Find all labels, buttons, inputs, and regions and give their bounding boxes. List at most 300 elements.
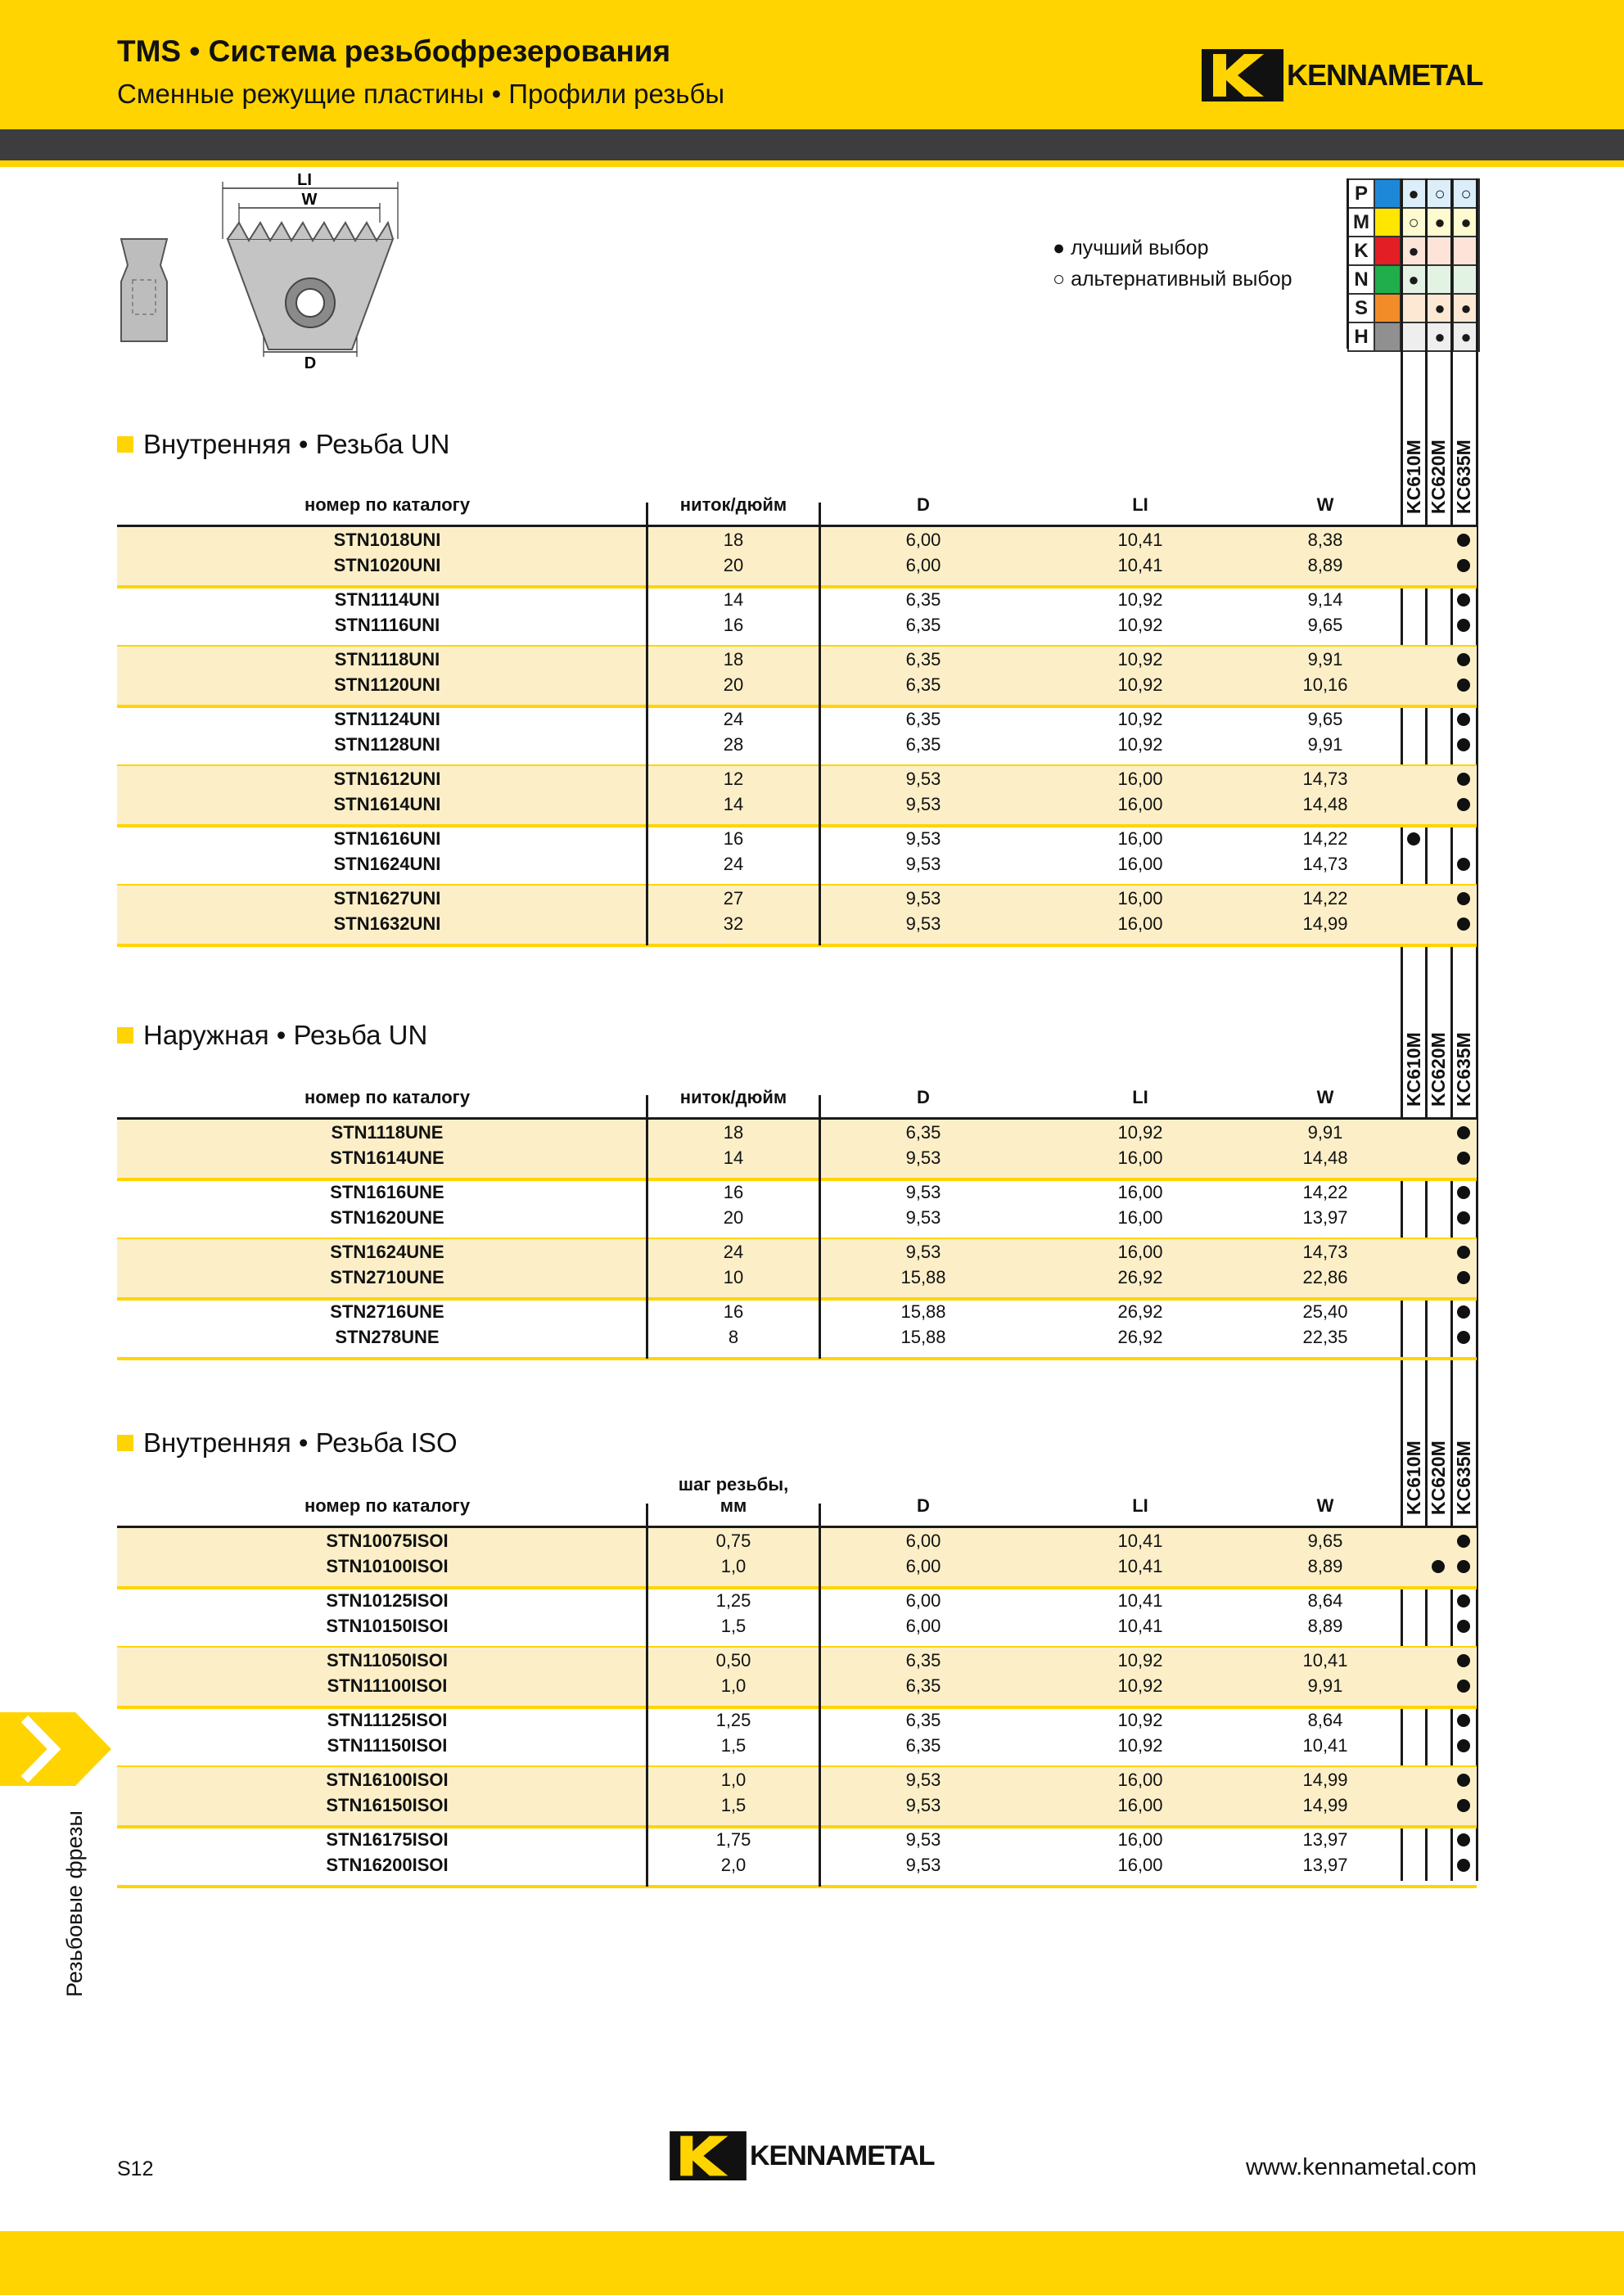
column-header: номер по каталогу — [304, 1495, 471, 1516]
column-header: W — [1316, 494, 1334, 515]
row-group-separator — [117, 1706, 1477, 1709]
table-cell: 20 — [723, 674, 744, 695]
grade-recommended-dot-icon — [1457, 619, 1470, 632]
table-cell: 1,25 — [715, 1590, 751, 1611]
grade-recommended-dot-icon — [1457, 1126, 1470, 1139]
table-cell: 0,75 — [715, 1531, 751, 1551]
catalog-number: STN1616UNE — [330, 1182, 444, 1202]
column-header: ниток/дюйм — [679, 494, 787, 515]
grade-recommended-dot-icon — [1457, 1560, 1470, 1573]
footer-yellow-band — [0, 2231, 1624, 2295]
grade-label: KC620M — [1428, 440, 1449, 514]
table-cell: 28 — [723, 734, 744, 755]
table-cell: 10,92 — [1117, 649, 1163, 670]
grade-recommended-dot-icon — [1457, 713, 1470, 726]
table-cell: 9,53 — [905, 1182, 941, 1202]
table-cell: 10,92 — [1117, 734, 1163, 755]
table-cell: 16,00 — [1117, 913, 1163, 934]
table-cell: 15,88 — [900, 1267, 946, 1287]
grade-recommended-dot-icon — [1457, 1186, 1470, 1199]
catalog-number: STN1116UNI — [334, 615, 440, 635]
table-cell: 10,41 — [1302, 1735, 1348, 1756]
section-title — [117, 1427, 458, 1459]
grade-recommended-dot-icon — [1457, 1714, 1470, 1727]
table-cell: 9,53 — [905, 1770, 941, 1790]
grade-recommended-dot-icon — [1457, 1654, 1470, 1667]
catalog-number: STN1120UNI — [334, 674, 440, 695]
table-cell: 9,53 — [905, 854, 941, 874]
table-cell: 20 — [723, 1207, 744, 1228]
material-color-swatch — [1374, 294, 1401, 322]
table-cell: 14 — [723, 794, 744, 814]
catalog-number: STN1614UNE — [330, 1148, 444, 1168]
table-cell: 15,88 — [900, 1301, 946, 1322]
section-title — [117, 1020, 427, 1051]
table-cell: 16 — [723, 1301, 744, 1322]
catalog-number: STN1632UNI — [333, 913, 441, 934]
column-separator — [646, 1504, 648, 1887]
table-cell: 14,22 — [1302, 888, 1348, 909]
dim-w-label: W — [301, 191, 318, 209]
table-cell: 15,88 — [900, 1327, 946, 1347]
grade-recommended-dot-icon — [1457, 1271, 1470, 1284]
table-cell: 9,53 — [905, 1207, 941, 1228]
page-subtitle: Сменные режущие пластины • Профили резьбы — [117, 79, 725, 109]
row-group-separator — [117, 1178, 1477, 1181]
table-cell: 12 — [723, 769, 744, 789]
table-cell: 14,73 — [1302, 769, 1348, 789]
table-cell: 9,53 — [905, 1148, 941, 1168]
grade-recommended-dot-icon — [1457, 738, 1470, 751]
catalog-number: STN1114UNI — [334, 589, 440, 610]
kennametal-logo — [1202, 49, 1482, 101]
side-label: Резьбовые фрезы — [62, 1810, 87, 1997]
grade-recommended-dot-icon — [1457, 1535, 1470, 1548]
table-cell: 16,00 — [1117, 1770, 1163, 1790]
row-group-separator — [117, 1297, 1477, 1301]
catalog-number: STN1018UNI — [333, 530, 441, 550]
catalog-number: STN11100ISOI — [327, 1675, 448, 1696]
material-row — [1348, 294, 1479, 322]
catalog-number: STN1118UNE — [331, 1122, 444, 1143]
table-cell: 1,0 — [720, 1556, 747, 1576]
legend-alt: ○ альтернативный выбор — [1053, 268, 1292, 291]
table-cell: 13,97 — [1302, 1855, 1348, 1875]
table-cell: 13,97 — [1302, 1829, 1348, 1850]
catalog-number: STN10100ISOI — [326, 1556, 449, 1576]
column-header: LI — [1132, 1495, 1148, 1516]
table-cell: 10,41 — [1117, 1556, 1163, 1576]
catalog-number: STN1616UNI — [333, 828, 441, 849]
table-cell: 6,35 — [905, 734, 941, 755]
table-cell: 26,92 — [1117, 1327, 1163, 1347]
table-cell: 10,92 — [1117, 1710, 1163, 1730]
grade-recommended-dot-icon — [1457, 1211, 1470, 1224]
table-cell: 6,00 — [905, 555, 941, 575]
grade-column-line — [1401, 178, 1403, 1881]
grade-recommended-dot-icon — [1457, 1331, 1470, 1344]
catalog-number: STN278UNE — [335, 1327, 440, 1347]
yellow-square-icon — [117, 1435, 133, 1451]
table-cell: 9,53 — [905, 769, 941, 789]
catalog-number: STN1118UNI — [334, 649, 440, 670]
catalog-number: STN11125ISOI — [327, 1710, 448, 1730]
grade-suitability-mark: ○ — [1401, 208, 1427, 237]
catalog-number: STN11050ISOI — [327, 1650, 448, 1671]
table-cell: 16,00 — [1117, 794, 1163, 814]
grade-suitability-mark: ● — [1453, 208, 1479, 237]
table-cell: 6,00 — [905, 530, 941, 550]
table-cell: 32 — [723, 913, 744, 934]
table-cell: 6,00 — [905, 1531, 941, 1551]
table-cell: 6,35 — [905, 615, 941, 635]
table-cell: 16,00 — [1117, 1855, 1163, 1875]
table-cell: 10,92 — [1117, 709, 1163, 729]
table-cell: 6,35 — [905, 1735, 941, 1756]
grade-label: KC610M — [1403, 440, 1424, 514]
grade-suitability-mark: ● — [1427, 322, 1453, 351]
table-cell: 16 — [723, 1182, 744, 1202]
column-header: LI — [1132, 494, 1148, 515]
table-cell: 16,00 — [1117, 828, 1163, 849]
table-cell: 10,92 — [1117, 1675, 1163, 1696]
material-grade-grid — [1347, 178, 1480, 352]
table-cell: 1,0 — [720, 1770, 747, 1790]
footer-logo-word: KENNAMETAL — [750, 2139, 935, 2171]
grade-recommended-dot-icon — [1457, 1246, 1470, 1259]
table-cell: 10,92 — [1117, 589, 1163, 610]
table-cell: 14,48 — [1302, 794, 1348, 814]
grade-recommended-dot-icon — [1457, 559, 1470, 572]
table-cell: 6,35 — [905, 1650, 941, 1671]
table-cell: 10,41 — [1117, 1590, 1163, 1611]
material-color-swatch — [1374, 179, 1401, 208]
table-cell: 18 — [723, 1122, 744, 1143]
catalog-number: STN11150ISOI — [327, 1735, 448, 1756]
grade-recommended-dot-icon — [1457, 798, 1470, 811]
column-header: LI — [1132, 1087, 1148, 1107]
header-yellow-strip — [0, 160, 1624, 167]
page-number: S12 — [117, 2157, 154, 2180]
table-cell: 6,35 — [905, 649, 941, 670]
grade-recommended-dot-icon — [1457, 1305, 1470, 1319]
table-cell: 1,5 — [720, 1616, 747, 1636]
legend-best: ● лучший выбор — [1053, 237, 1209, 259]
material-row — [1348, 265, 1479, 294]
table-cell: 8,89 — [1307, 1556, 1343, 1576]
table-cell: 10,41 — [1117, 530, 1163, 550]
grade-suitability-mark: ● — [1427, 294, 1453, 322]
material-row — [1348, 208, 1479, 237]
column-header: D — [917, 1495, 930, 1516]
table-cell: 9,91 — [1307, 649, 1343, 670]
grade-suitability-mark — [1427, 265, 1453, 294]
table-cell: 16 — [723, 615, 744, 635]
grade-recommended-dot-icon — [1457, 858, 1470, 871]
table-cell: 6,00 — [905, 1590, 941, 1611]
table-cell: 10,92 — [1117, 1735, 1163, 1756]
grade-recommended-dot-icon — [1457, 1680, 1470, 1693]
catalog-number: STN1620UNE — [330, 1207, 444, 1228]
table-cell: 26,92 — [1117, 1267, 1163, 1287]
table-cell: 8,64 — [1307, 1710, 1343, 1730]
material-row — [1348, 322, 1479, 351]
table-cell: 26,92 — [1117, 1301, 1163, 1322]
material-letter: N — [1348, 265, 1374, 294]
catalog-number: STN1624UNE — [330, 1242, 444, 1262]
material-color-swatch — [1374, 237, 1401, 265]
table-cell: 8,89 — [1307, 1616, 1343, 1636]
table-cell: 10,92 — [1117, 615, 1163, 635]
grade-recommended-dot-icon — [1457, 1620, 1470, 1633]
grade-recommended-dot-icon — [1457, 1774, 1470, 1787]
grade-suitability-mark: ● — [1401, 265, 1427, 294]
grade-recommended-dot-icon — [1457, 1739, 1470, 1752]
row-group-separator — [117, 1357, 1477, 1360]
catalog-number: STN16200ISOI — [326, 1855, 449, 1875]
grade-label: KC635M — [1453, 1441, 1474, 1515]
table-cell: 14,73 — [1302, 854, 1348, 874]
column-header: D — [917, 494, 930, 515]
table-cell: 9,53 — [905, 828, 941, 849]
table-cell: 16,00 — [1117, 1829, 1163, 1850]
table-cell: 1,25 — [715, 1710, 751, 1730]
column-header: шаг резьбы, мм — [678, 1474, 789, 1516]
table-cell: 10,16 — [1302, 674, 1348, 695]
grade-recommended-dot-icon — [1457, 1799, 1470, 1812]
column-header: D — [917, 1087, 930, 1107]
table-cell: 14 — [723, 1148, 744, 1168]
table-cell: 16,00 — [1117, 1207, 1163, 1228]
table-cell: 9,53 — [905, 913, 941, 934]
table-cell: 14,48 — [1302, 1148, 1348, 1168]
table-cell: 8,64 — [1307, 1590, 1343, 1611]
section-title — [117, 429, 449, 460]
table-cell: 14,99 — [1302, 913, 1348, 934]
catalog-number: STN1020UNI — [333, 555, 441, 575]
table-cell: 24 — [723, 1242, 744, 1262]
catalog-number: STN2716UNE — [330, 1301, 444, 1322]
grade-suitability-mark: ● — [1453, 294, 1479, 322]
table-cell: 24 — [723, 709, 744, 729]
table-cell: 9,91 — [1307, 734, 1343, 755]
table-cell: 14 — [723, 589, 744, 610]
grade-label: KC610M — [1403, 1441, 1424, 1515]
table-cell: 1,5 — [720, 1735, 747, 1756]
row-group-separator — [117, 585, 1477, 588]
table-cell: 9,53 — [905, 888, 941, 909]
table-cell: 16,00 — [1117, 888, 1163, 909]
table-cell: 10,41 — [1117, 1531, 1163, 1551]
column-header: ниток/дюйм — [679, 1087, 787, 1107]
table-cell: 6,35 — [905, 1710, 941, 1730]
material-letter: M — [1348, 208, 1374, 237]
table-cell: 10,92 — [1117, 674, 1163, 695]
grade-label: KC635M — [1453, 440, 1474, 514]
table-cell: 2,0 — [720, 1855, 747, 1875]
table-cell: 10,41 — [1302, 1650, 1348, 1671]
table-cell: 22,35 — [1302, 1327, 1348, 1347]
kennametal-k-icon — [670, 2131, 747, 2180]
table-cell: 10 — [723, 1267, 744, 1287]
side-chevron-icon — [0, 1712, 115, 1786]
grade-suitability-mark — [1401, 294, 1427, 322]
grade-suitability-mark: ○ — [1427, 179, 1453, 208]
column-separator — [819, 503, 821, 945]
yellow-square-icon — [117, 436, 133, 453]
grade-suitability-mark: ● — [1401, 237, 1427, 265]
website-link[interactable]: www.kennametal.com — [1245, 2154, 1477, 2180]
grade-column-line — [1450, 178, 1453, 1881]
table-cell: 10,92 — [1117, 1650, 1163, 1671]
catalog-number: STN1612UNI — [333, 769, 441, 789]
grade-recommended-dot-icon — [1457, 653, 1470, 666]
kennametal-k-icon — [1202, 49, 1283, 101]
dim-li-label: LI — [297, 174, 312, 189]
row-group-separator — [117, 1586, 1477, 1589]
table-cell: 8 — [728, 1327, 739, 1347]
table-cell: 24 — [723, 854, 744, 874]
catalog-number: STN1128UNI — [334, 734, 440, 755]
grade-label: KC610M — [1403, 1032, 1424, 1107]
catalog-number: STN16100ISOI — [326, 1770, 449, 1790]
column-separator — [819, 1504, 821, 1887]
grade-column-line — [1425, 178, 1428, 1881]
table-cell: 6,35 — [905, 674, 941, 695]
grade-recommended-dot-icon — [1457, 679, 1470, 692]
column-header: номер по каталогу — [304, 1087, 471, 1107]
table-cell: 1,75 — [715, 1829, 751, 1850]
table-cell: 9,53 — [905, 794, 941, 814]
table-cell: 18 — [723, 530, 744, 550]
table-cell: 16,00 — [1117, 1795, 1163, 1815]
table-cell: 9,65 — [1307, 709, 1343, 729]
table-cell: 14,22 — [1302, 1182, 1348, 1202]
table-cell: 16,00 — [1117, 769, 1163, 789]
grade-recommended-dot-icon — [1457, 1152, 1470, 1165]
grade-recommended-dot-icon — [1457, 892, 1470, 905]
material-color-swatch — [1374, 208, 1401, 237]
table-cell: 8,38 — [1307, 530, 1343, 550]
material-letter: P — [1348, 179, 1374, 208]
table-cell: 10,41 — [1117, 1616, 1163, 1636]
catalog-number: STN1624UNI — [333, 854, 441, 874]
grade-label: KC620M — [1428, 1441, 1449, 1515]
table-cell: 1,5 — [720, 1795, 747, 1815]
table-cell: 9,53 — [905, 1855, 941, 1875]
page-title: TMS • Система резьбофрезерования — [117, 34, 671, 68]
grade-label: KC635M — [1453, 1032, 1474, 1107]
grade-recommended-dot-icon — [1457, 918, 1470, 931]
hollow-dot-icon: ○ — [1053, 268, 1066, 291]
catalog-number: STN1627UNI — [333, 888, 441, 909]
grade-recommended-dot-icon — [1457, 773, 1470, 786]
table-cell: 8,89 — [1307, 555, 1343, 575]
column-separator — [646, 1095, 648, 1359]
yellow-square-icon — [117, 1027, 133, 1044]
material-row — [1348, 237, 1479, 265]
column-header: W — [1316, 1087, 1334, 1107]
table-cell: 14,99 — [1302, 1795, 1348, 1815]
table-cell: 9,53 — [905, 1829, 941, 1850]
table-cell: 6,00 — [905, 1616, 941, 1636]
grade-suitability-mark: ● — [1427, 208, 1453, 237]
table-cell: 14,99 — [1302, 1770, 1348, 1790]
row-group-separator — [117, 944, 1477, 947]
grade-suitability-mark: ● — [1453, 322, 1479, 351]
catalog-number: STN10150ISOI — [326, 1616, 449, 1636]
table-cell: 6,35 — [905, 589, 941, 610]
catalog-number: STN1124UNI — [334, 709, 440, 729]
dim-d-label: D — [304, 354, 317, 370]
insert-diagram — [115, 174, 409, 370]
material-row — [1348, 179, 1479, 208]
catalog-number: STN16150ISOI — [326, 1795, 449, 1815]
grade-recommended-dot-icon — [1457, 1594, 1470, 1607]
grade-label: KC620M — [1428, 1032, 1449, 1107]
table-cell: 18 — [723, 649, 744, 670]
table-cell: 16 — [723, 828, 744, 849]
filled-dot-icon: ● — [1053, 237, 1066, 259]
section-title-text: Внутренняя • Резьба UN — [143, 429, 450, 459]
header-dark-band — [0, 129, 1624, 160]
grade-suitability-mark — [1401, 322, 1427, 351]
table-cell: 6,35 — [905, 1122, 941, 1143]
table-cell: 6,35 — [905, 709, 941, 729]
section-title-text: Наружная • Резьба UN — [143, 1020, 428, 1050]
grade-recommended-dot-icon — [1457, 1833, 1470, 1846]
table-cell: 14,22 — [1302, 828, 1348, 849]
row-group-separator — [117, 1885, 1477, 1888]
table-cell: 6,00 — [905, 1556, 941, 1576]
grade-column-line — [1476, 178, 1478, 1881]
grade-recommended-dot-icon — [1432, 1560, 1445, 1573]
table-cell: 14,73 — [1302, 1242, 1348, 1262]
column-header: W — [1316, 1495, 1334, 1516]
table-cell: 13,97 — [1302, 1207, 1348, 1228]
material-color-swatch — [1374, 265, 1401, 294]
table-cell: 9,65 — [1307, 615, 1343, 635]
logo-word: KENNAMETAL — [1287, 58, 1483, 92]
catalog-number: STN16175ISOI — [326, 1829, 449, 1850]
grade-recommended-dot-icon — [1457, 1859, 1470, 1872]
column-separator — [819, 1095, 821, 1359]
table-cell: 16,00 — [1117, 1182, 1163, 1202]
table-cell: 1,0 — [720, 1675, 747, 1696]
grade-recommended-dot-icon — [1407, 832, 1420, 845]
table-cell: 22,86 — [1302, 1267, 1348, 1287]
table-cell: 9,65 — [1307, 1531, 1343, 1551]
grade-recommended-dot-icon — [1457, 593, 1470, 606]
table-cell: 20 — [723, 555, 744, 575]
material-letter: S — [1348, 294, 1374, 322]
grade-suitability-mark: ● — [1401, 179, 1427, 208]
table-cell: 10,92 — [1117, 1122, 1163, 1143]
table-cell: 9,53 — [905, 1795, 941, 1815]
grade-recommended-dot-icon — [1457, 534, 1470, 547]
table-cell: 9,14 — [1307, 589, 1343, 610]
grade-column-line — [1347, 178, 1349, 349]
catalog-number: STN2710UNE — [330, 1267, 444, 1287]
table-cell: 9,91 — [1307, 1675, 1343, 1696]
footer-kennametal-logo — [670, 2131, 934, 2180]
table-cell: 16,00 — [1117, 1148, 1163, 1168]
material-letter: K — [1348, 237, 1374, 265]
table-cell: 9,53 — [905, 1242, 941, 1262]
table-cell: 16,00 — [1117, 1242, 1163, 1262]
catalog-number: STN10075ISOI — [326, 1531, 449, 1551]
section-title-text: Внутренняя • Резьба ISO — [143, 1427, 458, 1458]
